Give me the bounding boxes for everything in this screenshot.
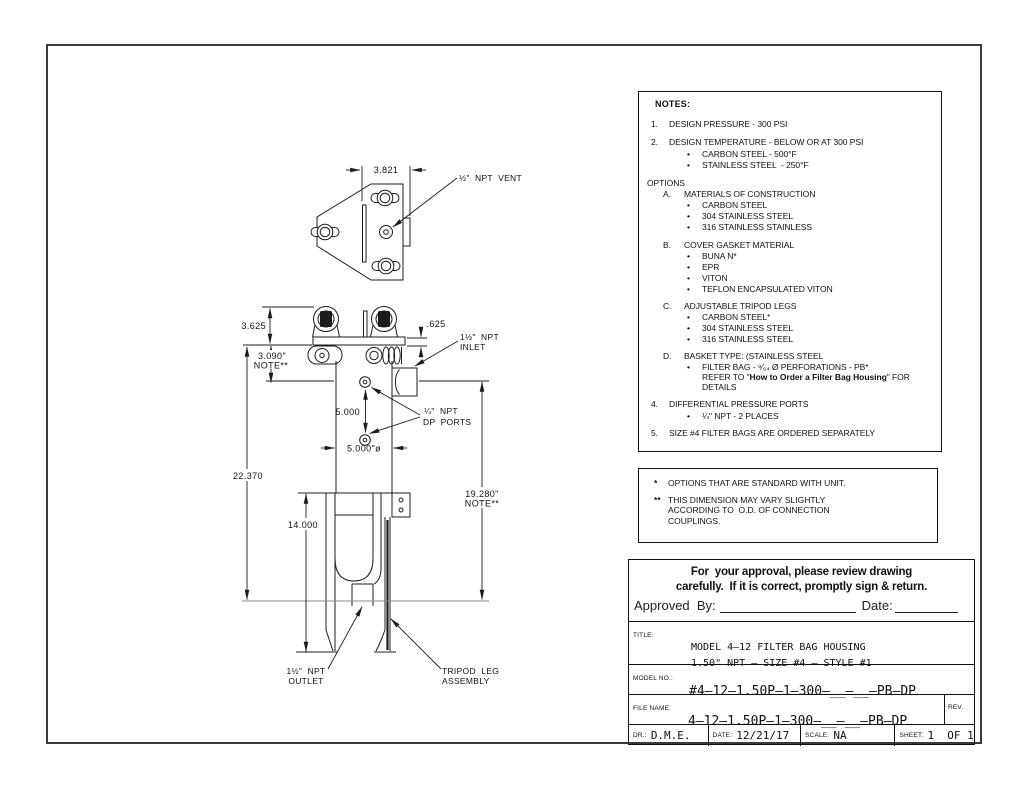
vent-label: ½" NPT VENT xyxy=(459,173,522,183)
title-line-1: MODEL 4–12 FILTER BAG HOUSING xyxy=(691,642,866,653)
dim-5000-text: 5.000 xyxy=(335,407,360,417)
inlet-label-1: 1½" NPT xyxy=(460,332,499,342)
front-view xyxy=(308,307,417,653)
note-line: • 316 STAINLESS STAINLESS xyxy=(687,222,813,232)
note-line: 2. DESIGN TEMPERATURE - BELOW OR AT 300 PSI xyxy=(651,137,864,147)
note-line: C. ADJUSTABLE TRIPOD LEGS xyxy=(663,301,797,311)
dim-3821-text: 3.821 xyxy=(373,165,399,175)
note-line: • VITON xyxy=(687,273,728,283)
dim-19280-text: 19.280" xyxy=(465,489,499,499)
notes-list xyxy=(645,119,937,438)
cover-slot xyxy=(363,205,367,262)
footnotes-box xyxy=(638,468,938,543)
model-no-label: MODEL NO.: xyxy=(633,675,674,682)
file-name-value: 4–12–1.50P–1–300–__–__–PB–DP xyxy=(688,714,908,729)
file-name-label: FILE NAME: xyxy=(633,705,672,712)
rev-cell xyxy=(944,694,976,724)
note-line: 1. DESIGN PRESSURE - 300 PSI xyxy=(651,119,788,129)
dp-label-2: DP PORTS xyxy=(423,417,472,427)
dim-22370-text: 22.370 xyxy=(233,471,263,481)
cover-stud xyxy=(364,311,368,337)
dr-label: DR.: xyxy=(633,732,647,739)
rev-label: REV. xyxy=(948,704,964,711)
note-line: • CARBON STEEL - 500°F xyxy=(687,149,797,159)
top-view xyxy=(311,165,522,280)
drawn-by-cell xyxy=(629,725,708,746)
scale-label: SCALE: xyxy=(805,732,830,739)
hinge-assembly xyxy=(308,346,342,364)
note-line: • ¼" NPT - 2 PLACES xyxy=(687,411,779,421)
cover-plate xyxy=(313,337,405,345)
dimensions xyxy=(230,307,502,652)
tripod-label-2: ASSEMBLY xyxy=(442,676,490,686)
date-label: Date: xyxy=(861,598,893,613)
footnote-line: COUPLINGS. xyxy=(668,515,721,526)
dp-label-1: ¼" NPT xyxy=(424,406,458,416)
tripod-label-1: TRIPOD LEG xyxy=(442,666,500,676)
note-line: OPTIONS xyxy=(647,178,685,188)
approved-by-signature-line xyxy=(720,598,856,613)
footnote-line: * OPTIONS THAT ARE STANDARD WITH UNIT. xyxy=(654,478,846,488)
note-line: DETAILS xyxy=(702,382,737,392)
note-line: • 304 STAINLESS STEEL xyxy=(687,211,794,221)
vent-boss xyxy=(403,218,410,246)
eye-bolt-plan-bottom xyxy=(372,258,400,274)
dp-ports xyxy=(360,377,371,446)
dr-value: D.M.E. xyxy=(650,729,691,742)
approval-line-2: carefully. If it is correct, promptly sign & return. xyxy=(675,581,928,593)
note-line: • CARBON STEEL xyxy=(687,200,768,210)
notes-box xyxy=(638,91,942,452)
approval-line-1: For your approval, please review drawing xyxy=(690,566,913,578)
dim-19280-note: NOTE** xyxy=(464,498,500,509)
note-line: • EPR xyxy=(687,262,720,272)
title-row xyxy=(629,621,974,669)
footnote-line: ACCORDING TO O.D. OF CONNECTION xyxy=(668,505,830,515)
notes-title: NOTES: xyxy=(655,99,691,109)
note-line: • 304 STAINLESS STEEL xyxy=(687,323,794,333)
dim-625-text: .625 xyxy=(426,319,446,329)
tb-date-label: DATE: xyxy=(712,732,733,739)
date-line xyxy=(895,598,958,613)
eye-bolt-plan-top xyxy=(371,190,399,206)
scale-value: NA xyxy=(833,729,847,742)
swing-bolt-spring xyxy=(366,347,402,364)
eye-bolt-plan-left xyxy=(311,224,339,240)
tb-date-value: 12/21/17 xyxy=(736,729,790,742)
note-line: 5. SIZE #4 FILTER BAGS ARE ORDERED SEPARATELY xyxy=(651,428,876,438)
dim-5000dia-text: 5.000"ø xyxy=(346,443,382,454)
note-line: REFER TO "How to Order a Filter Bag Housing" FOR xyxy=(702,372,910,382)
note-line: • FILTER BAG - ⁹⁄₆₄ Ø PERFORATIONS - PB* xyxy=(687,362,869,372)
title-label: TITLE: xyxy=(633,632,654,639)
note-line: 4. DIFFERENTIAL PRESSURE PORTS xyxy=(651,399,809,409)
date-cell xyxy=(708,725,800,746)
model-no-value: #4–12–1.50P–1–300–__–__–PB–DP xyxy=(689,684,916,699)
inlet-fitting xyxy=(392,368,417,396)
footnote-line: ** THIS DIMENSION MAY VARY SLIGHTLY xyxy=(654,494,826,505)
eye-nut-right xyxy=(371,307,398,338)
lower-assembly xyxy=(315,493,410,652)
approval-box xyxy=(629,560,974,621)
note-line: • STAINLESS STEEL - 250°F xyxy=(687,160,809,170)
titleblock-bottom-row xyxy=(629,724,974,746)
outlet-label-2: OUTLET xyxy=(288,676,324,686)
dim-3090-note: NOTE** xyxy=(253,360,289,371)
note-line: • BUNA N* xyxy=(687,251,737,261)
dim-3625-text: 3.625 xyxy=(241,321,266,331)
note-line: B. COVER GASKET MATERIAL xyxy=(663,240,795,250)
vent-callout xyxy=(393,173,522,227)
sheet-label: SHEET: xyxy=(899,732,924,739)
dim-3090-text: 3.090" xyxy=(257,351,287,361)
title-block xyxy=(628,559,975,745)
note-line: D. BASKET TYPE: (STAINLESS STEEL xyxy=(663,351,824,361)
note-line: • TEFLON ENCAPSULATED VITON xyxy=(687,284,833,294)
file-row xyxy=(629,694,974,729)
title-line-2: 1.50" NPT – SIZE #4 – STYLE #1 xyxy=(691,658,872,669)
eye-nut-left xyxy=(313,307,340,338)
note-line: • 316 STAINLESS STEEL xyxy=(687,334,794,344)
vent-hole xyxy=(380,226,393,239)
scale-cell xyxy=(800,725,894,746)
note-line: A. MATERIALS OF CONSTRUCTION xyxy=(663,189,816,199)
approved-by-label: Approved By: xyxy=(634,598,716,613)
outlet-label-1: 1½" NPT xyxy=(286,666,326,676)
leg-bracket xyxy=(392,493,410,517)
sheet-value: 1 OF 1 xyxy=(927,729,974,742)
model-row xyxy=(629,664,974,699)
sheet-cell xyxy=(894,725,974,746)
note-line: • CARBON STEEL* xyxy=(687,312,771,322)
inlet-label-2: INLET xyxy=(460,342,486,352)
dim-14000-text: 14.000 xyxy=(288,520,318,530)
